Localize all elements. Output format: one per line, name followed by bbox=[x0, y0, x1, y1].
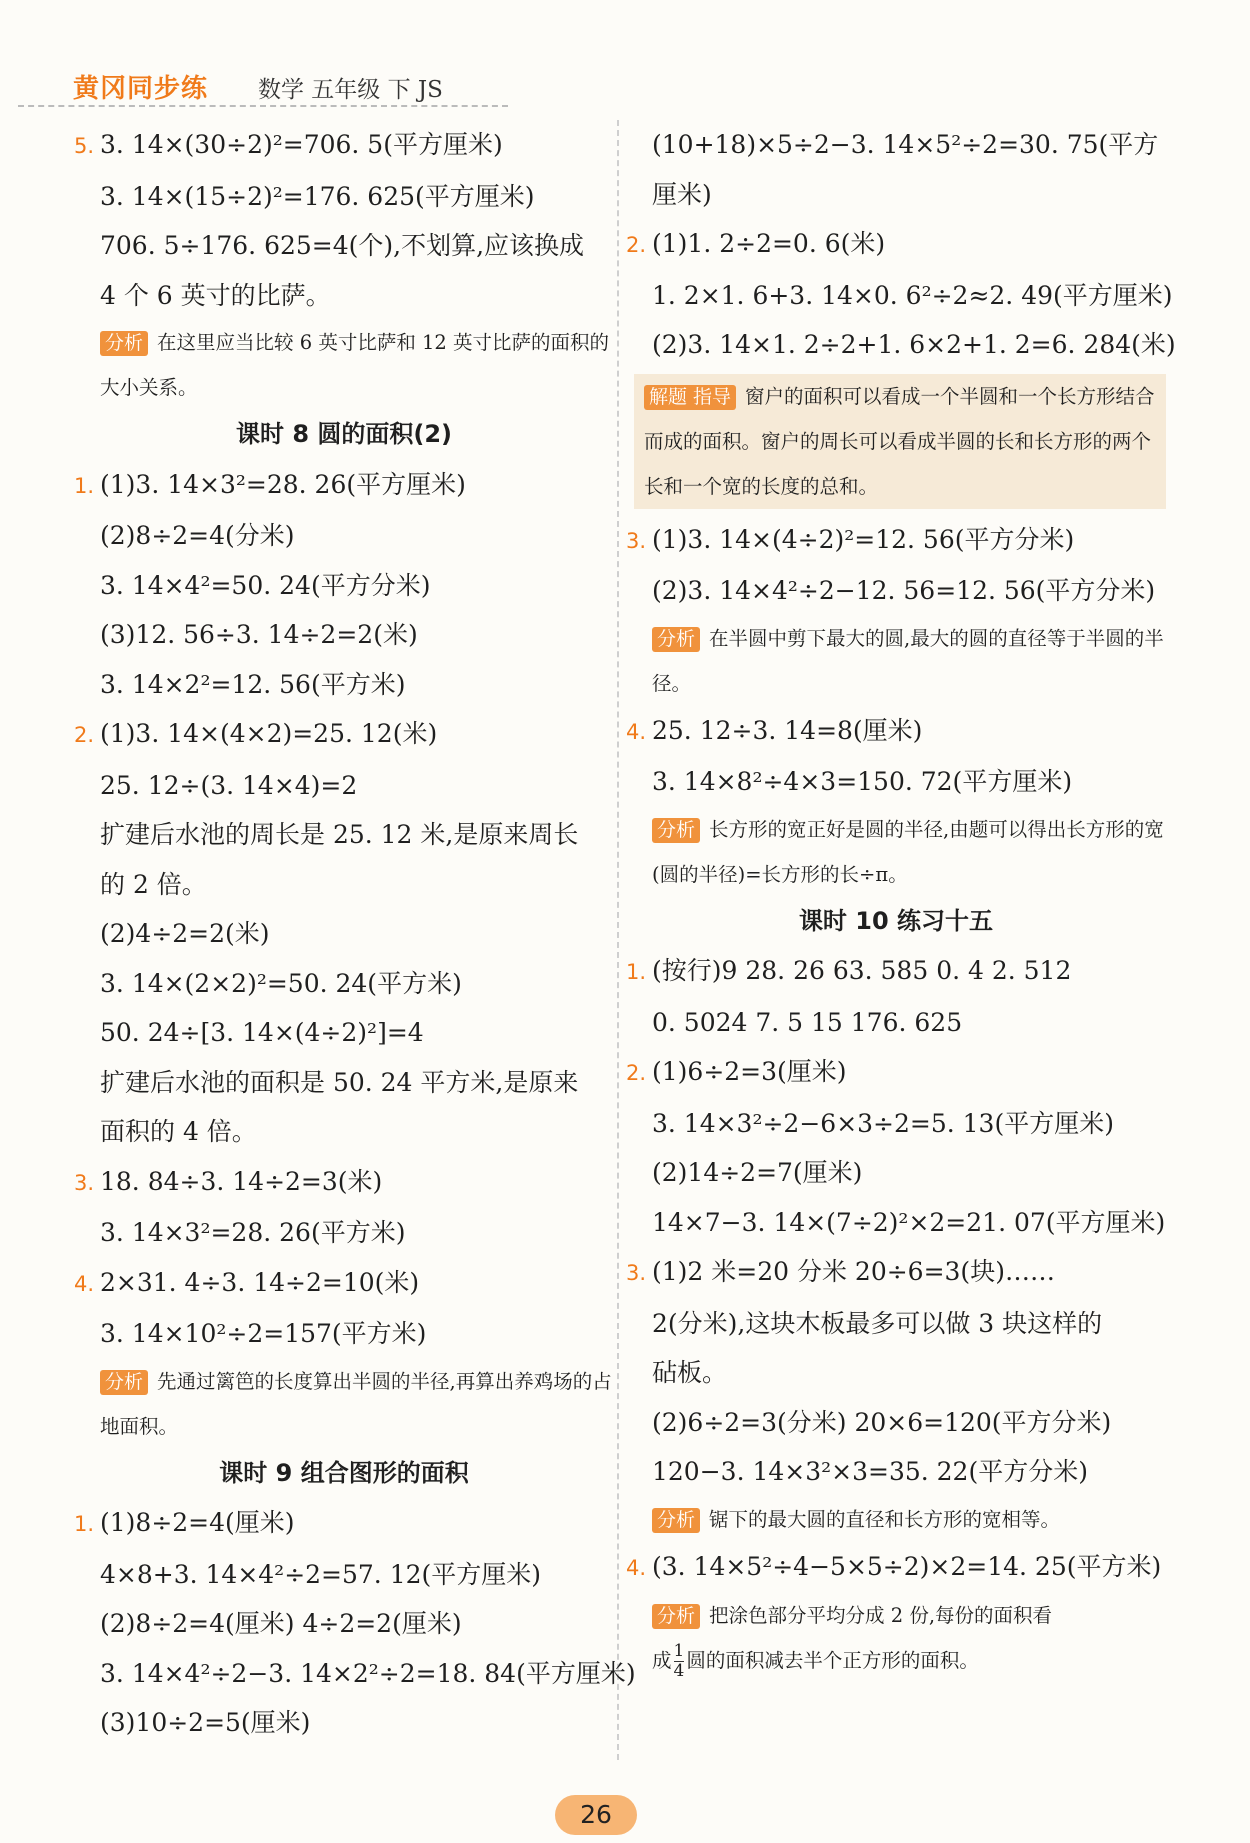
solution-guide-text: 窗户的面积可以看成一个半圆和一个长方形结合而成的面积。窗户的周长可以看成半圆的长和长方形的两个长和一个宽的长度的总和。 bbox=[644, 384, 1155, 498]
answer-line bbox=[626, 219, 1166, 271]
brand-title: 黄冈同步练 bbox=[73, 74, 209, 104]
analysis-tag: 分析 bbox=[652, 1508, 700, 1533]
question-number: 3. bbox=[626, 1261, 647, 1285]
answer-text: (1)3. 14×(4×2)=25. 12(米) bbox=[100, 719, 438, 748]
answer-text: (1)6÷2=3(厘米) bbox=[652, 1057, 847, 1086]
answer-line: 120−3. 14×3²×3=35. 22(平方分米) bbox=[652, 1457, 1088, 1486]
solution-guide-tag: 解题 指导 bbox=[644, 385, 736, 410]
analysis-note bbox=[626, 1593, 1166, 1638]
analysis-note bbox=[74, 320, 614, 410]
answer-line bbox=[626, 515, 1166, 567]
analysis-note bbox=[626, 807, 1166, 897]
answer-line: (2)6÷2=3(分米) 20×6=120(平方分米) bbox=[652, 1407, 1112, 1437]
answer-line: 3. 14×3²=28. 26(平方米) bbox=[100, 1218, 406, 1247]
answer-line bbox=[626, 946, 1166, 998]
answer-line bbox=[626, 1247, 1166, 1299]
page-header bbox=[18, 60, 518, 110]
analysis-text: 圆的面积减去半个正方形的面积。 bbox=[686, 1649, 979, 1672]
answer-line: 4 个 6 英寸的比萨。 bbox=[100, 280, 331, 310]
answer-line: 3. 14×8²÷4×3=150. 72(平方厘米) bbox=[652, 767, 1073, 796]
section-heading: 课时 10 练习十五 bbox=[798, 906, 994, 935]
page-number: 26 bbox=[555, 1795, 637, 1835]
answer-line: 3. 14×(15÷2)²=176. 625(平方厘米) bbox=[100, 181, 535, 211]
question-number: 3. bbox=[626, 528, 647, 553]
question-number: 2. bbox=[626, 1061, 647, 1085]
analysis-text: 先通过篱笆的长度算出半圆的半径,再算出养鸡场的占地面积。 bbox=[100, 1369, 612, 1438]
analysis-text: 长方形的宽正好是圆的半径,由题可以得出长方形的宽(圆的半径)=长方形的长÷π。 bbox=[652, 817, 1164, 886]
analysis-note bbox=[626, 616, 1166, 706]
fraction-numerator: 1 bbox=[673, 1641, 685, 1661]
fraction-denominator: 4 bbox=[673, 1661, 685, 1681]
answer-line: (2)8÷2=4(厘米) 4÷2=2(厘米) bbox=[100, 1609, 462, 1638]
solution-guide-box bbox=[634, 374, 1166, 509]
answer-line: 0. 5024 7. 5 15 176. 625 bbox=[652, 1007, 963, 1037]
answer-line: 3. 14×4²=50. 24(平方分米) bbox=[100, 570, 431, 600]
analysis-text: 在半圆中剪下最大的圆,最大的圆的直径等于半圆的半径。 bbox=[652, 626, 1164, 695]
answer-line bbox=[74, 1258, 614, 1310]
answer-line: 3. 14×3²÷2−6×3÷2=5. 13(平方厘米) bbox=[652, 1108, 1114, 1138]
analysis-note bbox=[626, 1497, 1166, 1542]
answer-line bbox=[626, 1047, 1166, 1099]
answer-line: 3. 14×(2×2)²=50. 24(平方米) bbox=[100, 968, 462, 998]
answer-line: 4×8+3. 14×4²÷2=57. 12(平方厘米) bbox=[100, 1559, 542, 1589]
analysis-text: 锯下的最大圆的直径和长方形的宽相等。 bbox=[709, 1507, 1061, 1531]
question-number: 1. bbox=[74, 473, 95, 498]
answer-line: (3)12. 56÷3. 14÷2=2(米) bbox=[100, 620, 418, 649]
answer-text: (1)2 米=20 分米 20÷6=3(块)…… bbox=[652, 1257, 1055, 1286]
analysis-note-continued bbox=[626, 1638, 1166, 1683]
section-heading: 课时 9 组合图形的面积 bbox=[219, 1458, 469, 1487]
answer-line: 扩建后水池的面积是 50. 24 平方米,是原来 bbox=[100, 1067, 579, 1097]
analysis-note bbox=[74, 1359, 614, 1449]
answer-text: 2×31. 4÷3. 14÷2=10(米) bbox=[100, 1267, 420, 1297]
answer-line: 3. 14×2²=12. 56(平方米) bbox=[100, 669, 406, 699]
answer-line: 扩建后水池的周长是 25. 12 米,是原来周长 bbox=[100, 820, 579, 849]
answer-text: 25. 12÷3. 14=8(厘米) bbox=[652, 715, 923, 745]
analysis-text: 在这里应当比较 6 英寸比萨和 12 英寸比萨的面积的大小关系。 bbox=[100, 331, 610, 399]
analysis-text: 把涂色部分平均分成 2 份,每份的面积看 bbox=[709, 1604, 1053, 1627]
answer-line bbox=[74, 709, 614, 761]
section-heading: 课时 8 圆的面积(2) bbox=[235, 420, 453, 448]
answer-line: 50. 24÷[3. 14×(4÷2)²]=4 bbox=[100, 1018, 424, 1047]
answer-line bbox=[74, 1157, 614, 1209]
answer-text: (1)1. 2÷2=0. 6(米) bbox=[652, 229, 886, 258]
answer-line: (2)4÷2=2(米) bbox=[100, 919, 270, 948]
answer-line bbox=[626, 706, 1166, 758]
answer-line: 面积的 4 倍。 bbox=[100, 1117, 257, 1146]
answer-text: (3. 14×5²÷4−5×5÷2)×2=14. 25(平方米) bbox=[652, 1551, 1162, 1581]
header-divider bbox=[18, 105, 508, 107]
question-number: 2. bbox=[626, 233, 647, 257]
answer-line: 25. 12÷(3. 14×4)=2 bbox=[100, 770, 358, 800]
question-number: 1. bbox=[626, 960, 647, 984]
answer-line: (2)8÷2=4(分米) bbox=[100, 521, 295, 550]
analysis-tag: 分析 bbox=[100, 1370, 148, 1395]
answer-line: (2)3. 14×4²÷2−12. 56=12. 56(平方分米) bbox=[652, 576, 1156, 605]
analysis-text: 成 bbox=[652, 1649, 672, 1672]
answer-line bbox=[74, 1498, 614, 1550]
answer-line bbox=[74, 120, 614, 172]
left-column bbox=[74, 120, 636, 1748]
answer-text: (1)8÷2=4(厘米) bbox=[100, 1508, 295, 1537]
answer-text: 3. 14×(30÷2)²=706. 5(平方厘米) bbox=[100, 130, 503, 159]
question-number: 1. bbox=[74, 1512, 95, 1536]
analysis-tag: 分析 bbox=[652, 1604, 700, 1629]
answer-text: (1)3. 14×3²=28. 26(平方厘米) bbox=[100, 469, 466, 499]
question-number: 2. bbox=[74, 723, 95, 747]
answer-line: (3)10÷2=5(厘米) bbox=[100, 1708, 311, 1737]
answer-text: (1)3. 14×(4÷2)²=12. 56(平方分米) bbox=[652, 524, 1075, 554]
answer-line: 14×7−3. 14×(7÷2)²×2=21. 07(平方厘米) bbox=[652, 1207, 1166, 1237]
question-number: 4. bbox=[74, 1271, 95, 1296]
question-number: 5. bbox=[74, 134, 95, 158]
answer-line bbox=[74, 460, 614, 512]
analysis-tag: 分析 bbox=[652, 627, 700, 652]
answer-text: 18. 84÷3. 14÷2=3(米) bbox=[100, 1166, 383, 1196]
answer-line: 3. 14×10²÷2=157(平方米) bbox=[100, 1319, 427, 1348]
right-column bbox=[626, 120, 1176, 1683]
answer-line: 砧板。 bbox=[652, 1358, 728, 1387]
answer-line: 的 2 倍。 bbox=[100, 869, 207, 899]
subject-label: 数学 五年级 下 JS bbox=[258, 77, 443, 103]
question-number: 4. bbox=[626, 719, 647, 744]
answer-line: (10+18)×5÷2−3. 14×5²÷2=30. 75(平方 bbox=[652, 130, 1159, 159]
answer-line: 厘米) bbox=[652, 179, 712, 209]
answer-line: (2)3. 14×1. 2÷2+1. 6×2+1. 2=6. 284(米) bbox=[652, 330, 1176, 359]
answer-line: (2)14÷2=7(厘米) bbox=[652, 1158, 863, 1187]
answer-line: 1. 2×1. 6+3. 14×0. 6²÷2≈2. 49(平方厘米) bbox=[652, 280, 1173, 310]
answer-line bbox=[626, 1542, 1166, 1594]
answer-line: 3. 14×4²÷2−3. 14×2²÷2=18. 84(平方厘米) bbox=[100, 1658, 636, 1688]
question-number: 3. bbox=[74, 1170, 95, 1195]
question-number: 4. bbox=[626, 1555, 647, 1580]
fraction bbox=[674, 1642, 685, 1681]
answer-text: (按行)9 28. 26 63. 585 0. 4 2. 512 bbox=[652, 956, 1072, 985]
answer-line: 706. 5÷176. 625=4(个),不划算,应该换成 bbox=[100, 231, 585, 260]
answer-line: 2(分米),这块木板最多可以做 3 块这样的 bbox=[652, 1308, 1103, 1338]
column-divider bbox=[617, 120, 619, 1760]
analysis-tag: 分析 bbox=[652, 818, 700, 843]
analysis-tag: 分析 bbox=[100, 331, 148, 356]
